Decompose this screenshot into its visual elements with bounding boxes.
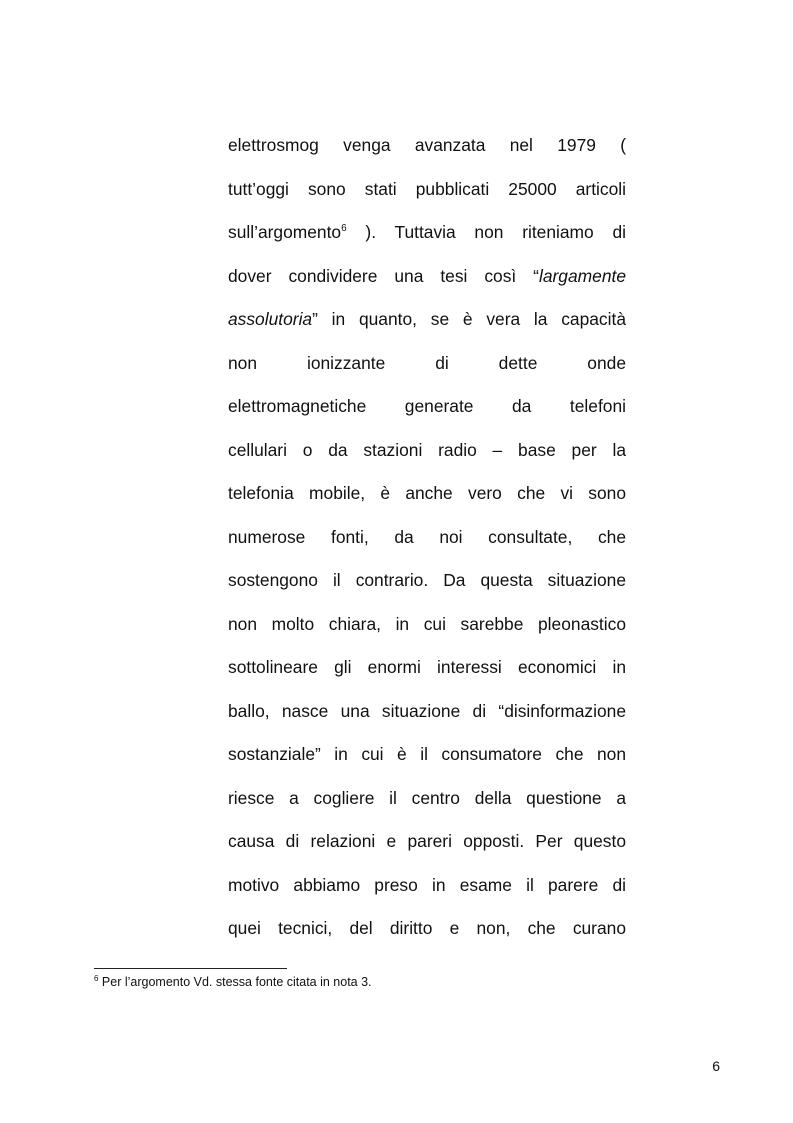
text-line-13: sottolineare gli enormi interessi economici in	[228, 657, 626, 677]
italic-quote-end: assolutoria	[228, 309, 313, 329]
text-line-16: riesce a cogliere il centro della questione a	[228, 787, 626, 808]
text-line-10: numerose fonti, da noi consultate, che	[228, 526, 626, 547]
body-text	[228, 124, 626, 951]
text-line-12: non molto chiara, in cui sarebbe pleonastico	[228, 613, 626, 634]
footnote	[94, 974, 694, 990]
italic-quote-start: largamente	[538, 265, 626, 286]
text-line-3: sull’argomento$^6$ ). Tuttavia non riteniamo di	[228, 222, 626, 242]
text-line-2: tutt’oggi sono stati pubblicati 25000 articoli	[228, 178, 626, 199]
text-line-11: sostengono il contrario. Da questa situazione	[228, 570, 626, 590]
page-number: 6	[712, 1058, 720, 1074]
text-line-19: quei tecnici, del diritto e non, che curano	[228, 918, 626, 938]
text-line-8: cellulari o da stazioni radio – base per la	[228, 439, 626, 460]
footnote-reference[interactable]: 6	[341, 223, 347, 235]
text-line-9: telefonia mobile, è anche vero che vi sono	[228, 483, 626, 503]
footnote-separator	[94, 968, 287, 969]
footnote-text: Per l’argomento Vd. stessa fonte citata in nota 3.	[98, 975, 372, 989]
text-line-17: causa di relazioni e pareri opposti. Per questo	[228, 831, 626, 851]
text-line-4: dover condividere una tesi così “largamente	[228, 265, 626, 286]
text-line-18: motivo abbiamo preso in esame il parere di	[228, 874, 626, 895]
footnote-marker: 6	[94, 973, 99, 983]
text-line-5: assolutoria” in quanto, se è vera la capacità	[228, 309, 626, 329]
text-line-7: elettromagnetiche generate da telefoni	[228, 396, 626, 416]
text-line-14: ballo, nasce una situazione di “disinformazione	[228, 700, 626, 721]
text-line-6: non ionizzante di dette onde	[228, 352, 626, 373]
text-line-1: elettrosmog venga avanzata nel 1979 (	[228, 135, 626, 155]
text-line-15: sostanziale” in cui è il consumatore che non	[228, 744, 626, 764]
